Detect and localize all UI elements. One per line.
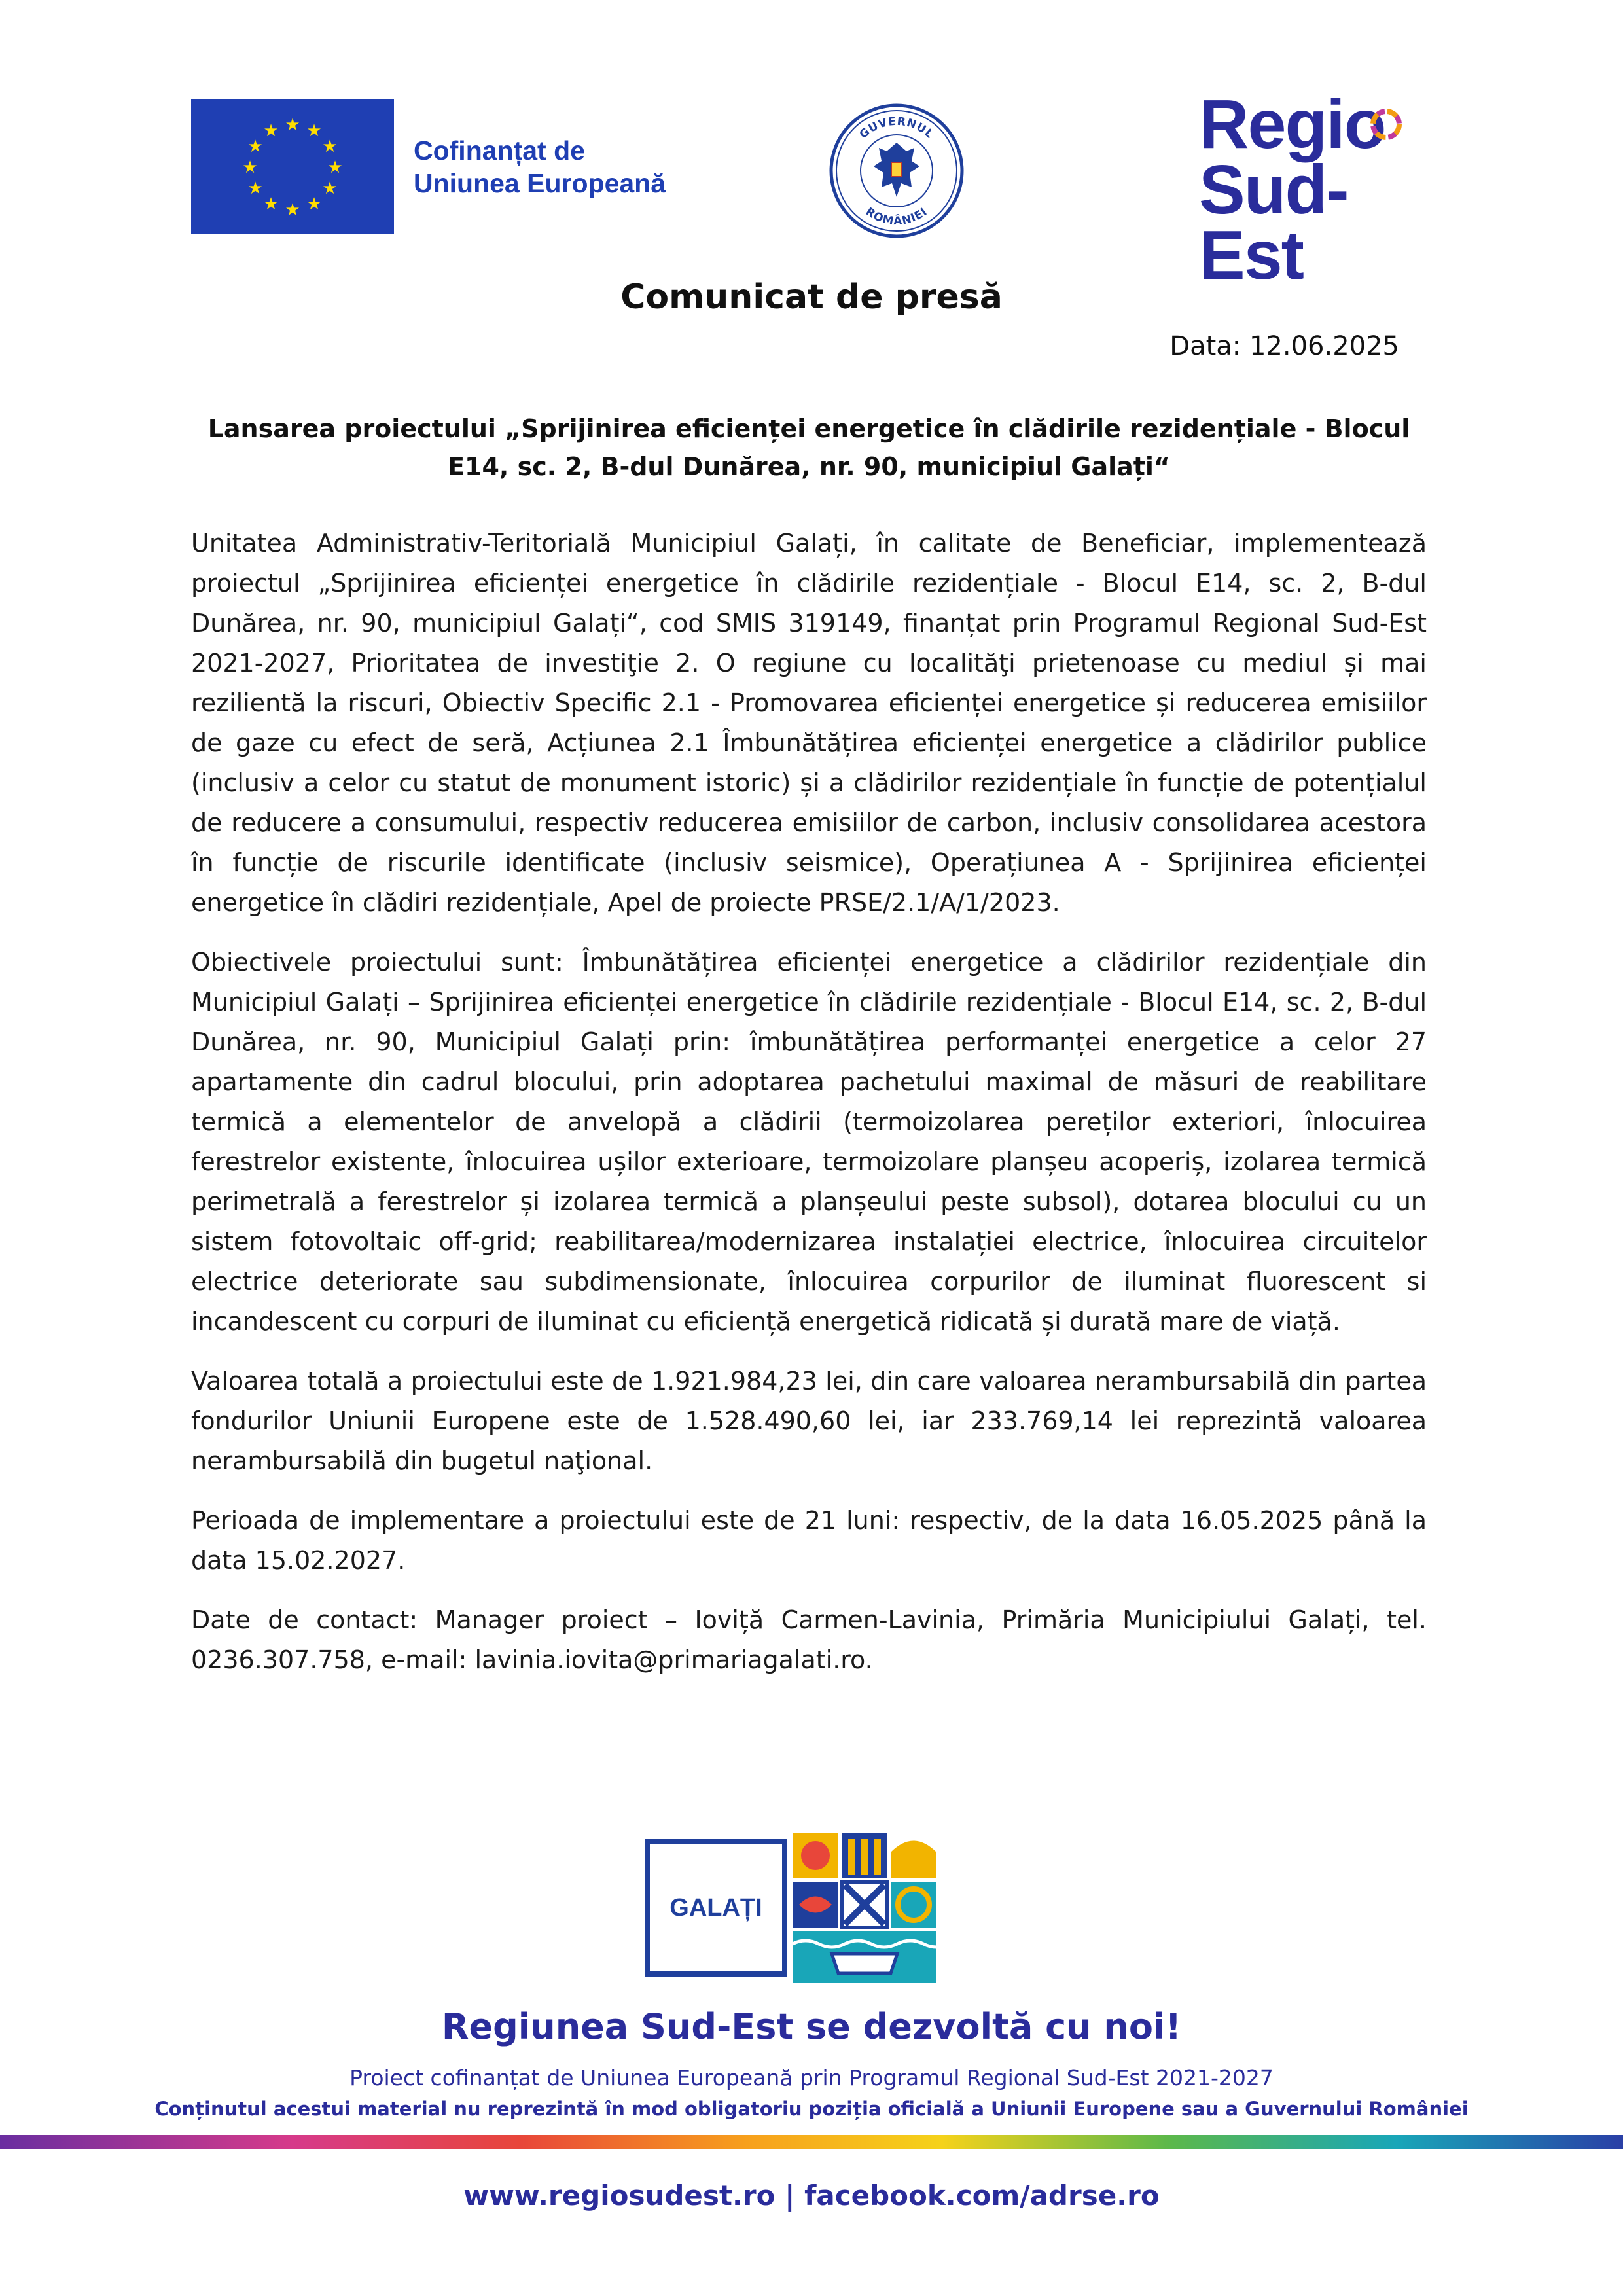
footer-slogan: Regiunea Sud-Est se dezvoltă cu noi! bbox=[441, 2006, 1182, 2047]
press-release-body bbox=[191, 524, 1427, 1700]
svg-text:★: ★ bbox=[285, 115, 300, 135]
paragraph-period: Perioada de implementare a proiectului este de 21 luni: respectiv, de la data 16.05.2025 până la data 15.02.2027. bbox=[191, 1506, 1427, 1575]
footer-cofinancing-note: Proiect cofinanțat de Uniunea Europeană prin Programul Regional Sud-Est 2021-2027 bbox=[349, 2065, 1274, 2090]
regio-logo-line2: Sud-Est bbox=[1199, 151, 1348, 294]
galati-emblem-icon bbox=[793, 1833, 936, 1983]
eu-cofinancing-logo bbox=[191, 99, 666, 234]
svg-text:★: ★ bbox=[322, 179, 338, 198]
press-release-headline: Lansarea proiectului „Sprijinirea eficienței energetice în clădirile rezidențiale - Blocul E14, sc. 2, B-dul Dunărea, nr. 90, municipiul Galați“ bbox=[207, 414, 1410, 481]
eu-flag-icon bbox=[191, 99, 394, 234]
paragraph-objectives: Obiectivele proiectului sunt: Îmbunătățirea eficienței energetice a clădirilor rezidențiale din Municipiul Galați – Sprijinirea eficienței energetice în clădirile rezidențiale - Blocul E14, sc. 2, B-dul Dunărea, nr. 90, Municipiul Galați prin: îmbunătățirea performanței energetice a celor 27 apartamente din cadrul blocului, prin adoptarea pachetului maximal de măsuri de reabilitare termică a elementelor de anvelopă a clădirii (termoizolarea pereților exteriori, înlocuirea ferestrelor existente, înlocuirea ușilor exterioare, termoizolare planșeu acoperiș, izolarea termică perimetrală a ferestrelor și izolarea termică a planșeului peste subsol), dotarea blocului cu un sistem fotovoltaic off-grid; reabilitarea/modernizarea instalației electrice, înlocuirea circuitelor electrice deteriorate sau subdimensionate, înlocuirea corpurilor de iluminat fluorescent si incandescent cu corpuri de iluminat cu eficiență energetică ridicată și durată mare de viață. bbox=[191, 948, 1427, 1336]
paragraph-value: Valoarea totală a proiectului este de 1.921.984,23 lei, din care valoarea nerambursabilă din partea fondurilor Uniunii Europene este de 1.528.490,60 lei, iar 233.769,14 lei reprezintă valoarea nerambursabilă din bugetul naţional. bbox=[191, 1367, 1427, 1475]
paragraph-beneficiary: Unitatea Administrativ-Teritorială Municipiul Galați, în calitate de Beneficiar, implementează proiectul „Sprijinirea eficienței energetice în clădirile rezidențiale - Blocul E14, sc. 2, B-dul Dunărea, nr. 90, municipiul Galați“, cod SMIS 319149, finanțat prin Programul Regional Sud-Est 2021-2027, Prioritatea de investiţie 2. O regiune cu localităţi prietenoase cu mediul și mai rezilientă la riscuri, Obiectiv Specific 2.1 - Promovarea eficienței energetice și reducerea emisiilor de gaze cu efect de seră, Acțiunea 2.1 Îmbunătățirea eficienței energetice a clădirilor publice (inclusiv a celor cu statut de monument istoric) și a clădirilor rezidențiale în funcție de potențialul de reducere a consumului, respectiv reducerea emisiilor de carbon, inclusiv consolidarea acestora în funcție de riscurile identificate (inclusiv seismice), Operațiunea A - Sprijinirea eficienței energetice în clădiri rezidențiale, Apel de proiecte PRSE/2.1/A/1/2023. bbox=[191, 529, 1427, 917]
svg-text:★: ★ bbox=[263, 121, 279, 141]
svg-text:★: ★ bbox=[242, 158, 258, 177]
paragraph-contact: Date de contact: Manager proiect – Ioviță Carmen-Lavinia, Primăria Municipiului Galați, tel. 0236.307.758, e-mail: lavinia.iovita@primariagalati.ro. bbox=[191, 1605, 1427, 1674]
svg-text:★: ★ bbox=[327, 158, 343, 177]
footer-color-stripe bbox=[0, 2135, 1623, 2149]
svg-text:★: ★ bbox=[306, 194, 322, 214]
galati-city-logo bbox=[645, 1833, 939, 1983]
eu-label-line1: Cofinanțat de bbox=[414, 135, 585, 166]
svg-text:★: ★ bbox=[247, 179, 263, 198]
svg-text:★: ★ bbox=[247, 137, 263, 156]
document-title: Comunicat de presă bbox=[620, 278, 1003, 317]
svg-text:★: ★ bbox=[263, 194, 279, 214]
svg-text:ROMÂNIEI: ROMÂNIEI bbox=[863, 205, 931, 228]
regio-logo-line1: Regio bbox=[1199, 86, 1385, 163]
eu-label-line2: Uniunea Europeană bbox=[414, 168, 666, 198]
svg-text:GUVERNUL: GUVERNUL bbox=[857, 115, 936, 142]
footer-disclaimer: Conținutul acestui material nu reprezintă în mod obligatoriu poziția oficială a Uniunii Europene sau a Guvernului României bbox=[154, 2098, 1469, 2120]
svg-text:★: ★ bbox=[285, 200, 300, 220]
regio-color-dot-icon bbox=[1370, 109, 1402, 140]
regio-sud-est-logo bbox=[1199, 86, 1435, 294]
svg-text:★: ★ bbox=[306, 121, 322, 141]
document-date: Data: 12.06.2025 bbox=[1169, 331, 1399, 361]
galati-label: GALAȚI bbox=[645, 1839, 787, 1977]
government-seal-icon bbox=[828, 102, 965, 240]
footer-links[interactable]: www.regiosudest.ro | facebook.com/adrse.ro bbox=[463, 2179, 1160, 2212]
svg-text:★: ★ bbox=[322, 137, 338, 156]
